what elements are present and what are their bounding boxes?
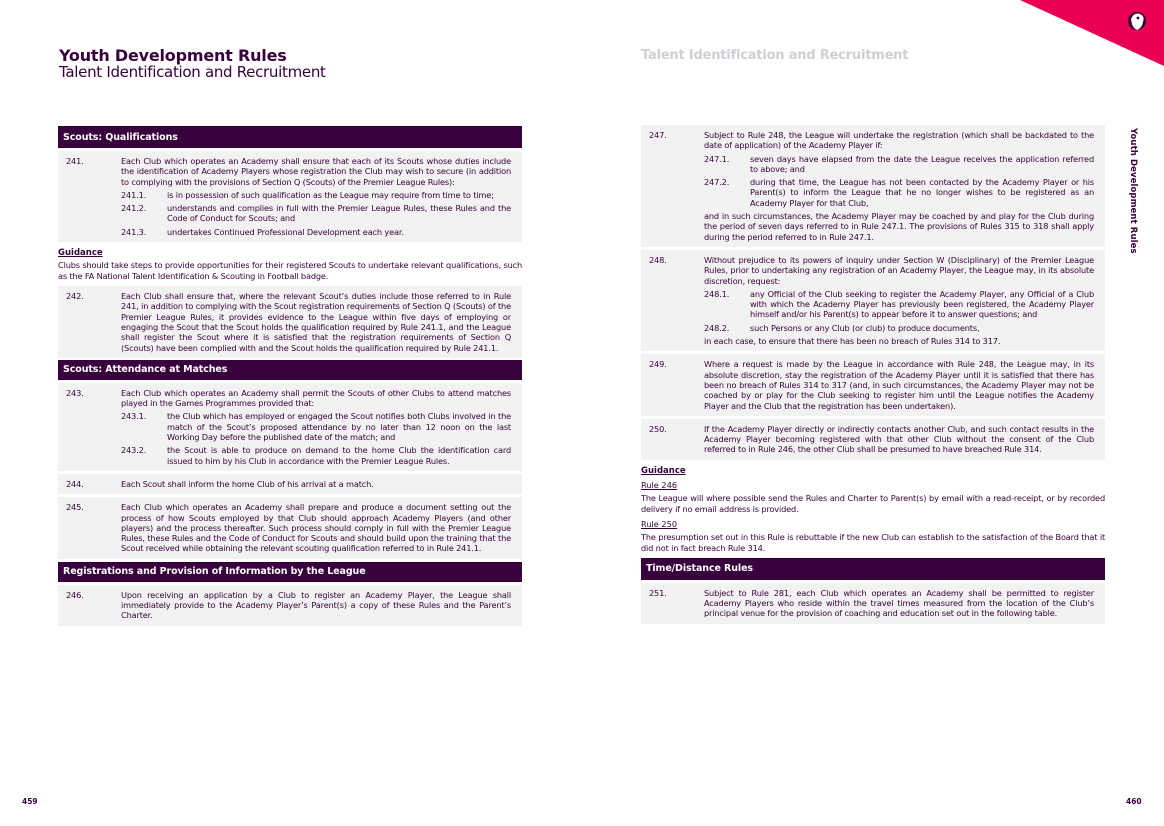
rule-246 [58,585,522,626]
subrule-text: the Scout is able to produce on demand to the home Club the identification card issued to him by his Club in accordance with the Premier League Rules. [167,445,511,466]
rule-248 [641,250,1105,351]
rule-number: 245. [66,502,84,513]
corner-decoration [1020,0,1164,68]
subrule-number: 248.2. [704,322,730,333]
rule-number: 242. [66,291,84,302]
right-column [641,125,1105,624]
rule-text: Each Club shall ensure that, where the relevant Scout’s duties include those referred to in Rule 241, in addition to complying with the Scout registration requirements of Section Q (Scouts) of the Premier League Rules, it provides evidence to the League within five days of employing or engaging the Scout that the Scout holds the qualification required by Rule 241.1, and the League shall register the Scout where it is satisfied that the registration requirements of Section Q (Scouts) have been complied with and the Scout holds the qualification required by Rule 241.1. [121,291,511,353]
rule-number: 249. [649,359,667,370]
section-heading-scouts-attendance: Scouts: Attendance at Matches [58,360,522,380]
subrule-number: 241.2. [121,203,147,214]
right-page-title: Talent Identification and Recruitment [641,48,909,63]
rule-number: 250. [649,423,667,434]
rule-text: Each Scout shall inform the home Club of his arrival at a match. [121,478,374,489]
rule-closing-text: in each case, to ensure that there has been no breach of Rules 314 to 317. [704,336,1001,347]
subrule-text: any Official of the Club seeking to register the Academy Player, any Official of a Club with which the Academy Player has previously been registered, the Academy Player himself and/or his Parent(s) to appear before it to answer questions; and [750,288,1094,320]
guidance-text: The presumption set out in this Rule is rebuttable if the new Club can establish to the satisfaction of the Board that it did not in fact breach Rule 314. [641,531,1105,553]
subrule-text: undertakes Continued Professional Development each year. [167,226,404,237]
document-subtitle: Talent Identification and Recruitment [59,63,326,81]
subrule-number: 247.2. [704,177,730,188]
subrule-text: the Club which has employed or engaged the Scout notifies both Clubs involved in the match of the Scout’s proposed attendance by no later than 12 noon on the last Working Day before the published date of the match; and [167,411,511,443]
rule-number: 244. [66,478,84,489]
rule-text: Where a request is made by the League in accordance with Rule 248, the League may, in its absolute discretion, stay the registration of the Academy Player until it is satisfied that there has been no breach of Rules 314 to 317 (and, in such circumstances, the Academy Player may not be coached by or play for the Club seeking to register him until the League notifies the Academy Player and the Club that the registration has been undertaken). [704,359,1094,411]
rule-number: 251. [649,587,667,598]
rule-text: Subject to Rule 281, each Club which operates an Academy shall be permitted to register Academy Players who reside within the travel times measured from the location of the Club’s principal venue for the provision of coaching and education set out in the following table. [704,587,1094,619]
rule-247 [641,125,1105,247]
rule-text: Each Club which operates an Academy shall prepare and produce a document setting out the process of how Scouts employed by that Club should approach Academy Players (and other players) and the process thereafter. Such process should comply in full with the Premier League Rules, these Rules and the Code of Conduct for Scouts and should build upon the training that the Scout received while obtaining the relevant scouting qualification referred to in Rule 241.1. [121,502,511,554]
rule-249 [641,354,1105,415]
guidance-rule-label: Rule 246 [641,479,678,490]
rule-242 [58,286,522,358]
subrule-text: during that time, the League has not been contacted by the Academy Player or his Parent(s) to inform the League that he no longer wishes to be registered as an Academy Player for that Club, [750,177,1094,208]
subrule-number: 248.1. [704,288,730,299]
rule-closing-text: and in such circumstances, the Academy Player may be coached by and play for the Club during the period of seven days referred to in Rule 247.1. The provisions of Rules 315 to 318 shall apply during the period referred to in Rule 247.1. [704,211,1094,242]
guidance-text: Clubs should take steps to provide opportunities for their registered Scouts to undertake relevant qualifications, such as the FA National Talent Identification & Scouting in Football badge. [58,260,522,282]
rule-244 [58,474,522,494]
rule-241 [58,151,522,242]
section-heading-scouts-qualifications: Scouts: Qualifications [58,126,522,148]
subrule-number: 241.3. [121,226,147,237]
subrule-text: understands and complies in full with the Premier League Rules, these Rules and the Code of Conduct for Scouts; and [167,203,511,224]
rule-number: 247. [649,130,667,140]
rule-number: 243. [66,387,84,398]
subrule-text: seven days have elapsed from the date the League receives the application referred to above; and [750,153,1094,174]
page-number-right: 460 [1126,797,1142,806]
guidance-heading: Guidance [641,465,686,476]
section-heading-registrations: Registrations and Provision of Information by the League [58,562,522,582]
rule-number: 248. [649,254,667,265]
subrule-number: 241.1. [121,189,147,200]
document-title: Youth Development Rules [59,46,287,65]
rule-245 [58,497,522,558]
subrule-number: 243.1. [121,411,147,422]
subrule-text: such Persons or any Club (or club) to produce documents, [750,322,980,333]
premier-league-lion-icon [1128,12,1146,30]
rule-text: Upon receiving an application by a Club to register an Academy Player, the League shall immediately provide to the Academy Player’s Parent(s) a copy of these Rules and the Parent’s Charter. [121,589,511,621]
page-number-left: 459 [22,797,38,806]
rule-text: If the Academy Player directly or indirectly contacts another Club, and such contact results in the Academy Player becoming registered with that other Club without the consent of the Club referred to in Rule 246, the other Club shall be presumed to have breached Rule 314. [704,423,1094,455]
guidance-heading: Guidance [58,248,103,259]
rule-text: Subject to Rule 248, the League will undertake the registration (which shall be backdated to the date of application) of the Academy Player if: [704,130,1094,151]
guidance-text: The League will where possible send the Rules and Charter to Parent(s) by email with a read-receipt, or by recorded delivery if no email address is provided. [641,492,1105,514]
rule-text: Without prejudice to its powers of inquiry under Section W (Disciplinary) of the Premier League Rules, prior to undertaking any registration of an Academy Player, the League may, in its absolute discretion, request: [704,254,1094,286]
subrule-number: 247.1. [704,153,730,164]
guidance-rule-label: Rule 250 [641,518,678,529]
rule-text: Each Club which operates an Academy shall permit the Scouts of other Clubs to attend matches played in the Games Programmes provided that: [121,387,511,409]
section-heading-time-distance: Time/Distance Rules [641,558,1105,580]
left-column [58,126,522,626]
side-tab-label: Youth Development Rules [1128,128,1138,254]
subrule-text: is in possession of such qualification as the League may require from time to time; [167,189,494,200]
rule-250 [641,419,1105,460]
rule-number: 241. [66,156,84,166]
rule-251 [641,583,1105,624]
rule-243 [58,383,522,471]
rule-text: Each Club which operates an Academy shall ensure that each of its Scouts whose duties include the identification of Academy Players whose registration the Club may wish to secure (in addition to complying with the provisions of Section Q (Scouts) of the Premier League Rules): [121,156,511,187]
rule-number: 246. [66,589,84,600]
subrule-number: 243.2. [121,445,147,456]
